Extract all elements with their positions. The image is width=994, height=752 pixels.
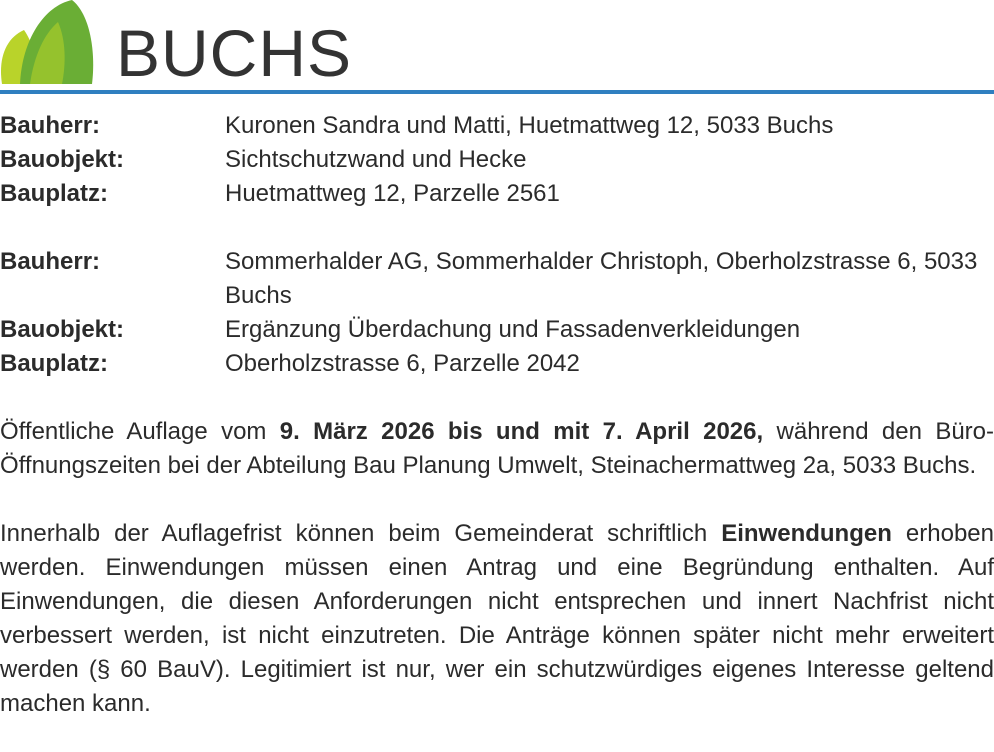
logo-wordmark: BUCHS bbox=[116, 16, 353, 90]
entry-row-bauobjekt bbox=[0, 313, 994, 347]
einwendungen-rest: erhoben werden. Einwendungen müssen einen Antrag und eine Begründung enthalten. Auf Einwendungen, die diesen Anforderungen nicht entsprechen und innert Nachfrist nicht verbessert werden, ist nicht einzutreten. Die Anträge können später nicht mehr erweitert werden (§ 60 BauV). Legitimiert ist nur, wer ein schutzwürdiges eigenes Interesse geltend machen kann. bbox=[0, 520, 994, 717]
value-bauobjekt: Sichtschutzwand und Hecke bbox=[225, 146, 527, 173]
value-bauherr: Sommerhalder AG, Sommerhalder Christoph, Oberholzstrasse 6, 5033 Buchs bbox=[225, 248, 978, 309]
auflage-dates: 9. März 2026 bis und mit 7. April 2026, bbox=[279, 418, 764, 445]
label-bauobjekt: Bauobjekt: bbox=[0, 316, 125, 343]
header bbox=[0, 0, 994, 92]
permit-entry-1 bbox=[0, 109, 994, 211]
einwendungen-keyword: Einwendungen bbox=[721, 520, 892, 547]
entry-row-bauplatz bbox=[0, 177, 994, 211]
entry-row-bauherr bbox=[0, 245, 994, 313]
label-bauplatz: Bauplatz: bbox=[0, 350, 108, 377]
value-bauplatz: Oberholzstrasse 6, Parzelle 2042 bbox=[225, 350, 580, 377]
einwendungen-intro: Innerhalb der Auflagefrist können beim Gemeinderat schriftlich bbox=[0, 520, 722, 547]
value-bauplatz: Huetmattweg 12, Parzelle 2561 bbox=[225, 180, 560, 207]
einwendungen-paragraph bbox=[0, 517, 994, 721]
auflage-paragraph bbox=[0, 415, 994, 483]
permit-entry-2 bbox=[0, 245, 994, 381]
value-bauherr: Kuronen Sandra und Matti, Huetmattweg 12, 5033 Buchs bbox=[225, 112, 834, 139]
notice-content bbox=[0, 109, 994, 721]
header-rule bbox=[0, 90, 994, 94]
auflage-intro: Öffentliche Auflage vom bbox=[0, 418, 280, 445]
entry-row-bauplatz bbox=[0, 347, 994, 381]
label-bauherr: Bauherr: bbox=[0, 248, 101, 275]
value-bauobjekt: Ergänzung Überdachung und Fassadenverkleidungen bbox=[225, 316, 801, 343]
label-bauherr: Bauherr: bbox=[0, 112, 101, 139]
auflage-rest: während den Büro-Öffnungszeiten bei der Abteilung Bau Planung Umwelt, Steinachermattweg 2a, 5033 Buchs. bbox=[0, 418, 994, 479]
entry-row-bauobjekt bbox=[0, 143, 994, 177]
label-bauobjekt: Bauobjekt: bbox=[0, 146, 125, 173]
label-bauplatz: Bauplatz: bbox=[0, 180, 108, 207]
entry-row-bauherr bbox=[0, 109, 994, 143]
buchs-logo-leaf-icon bbox=[0, 0, 96, 84]
